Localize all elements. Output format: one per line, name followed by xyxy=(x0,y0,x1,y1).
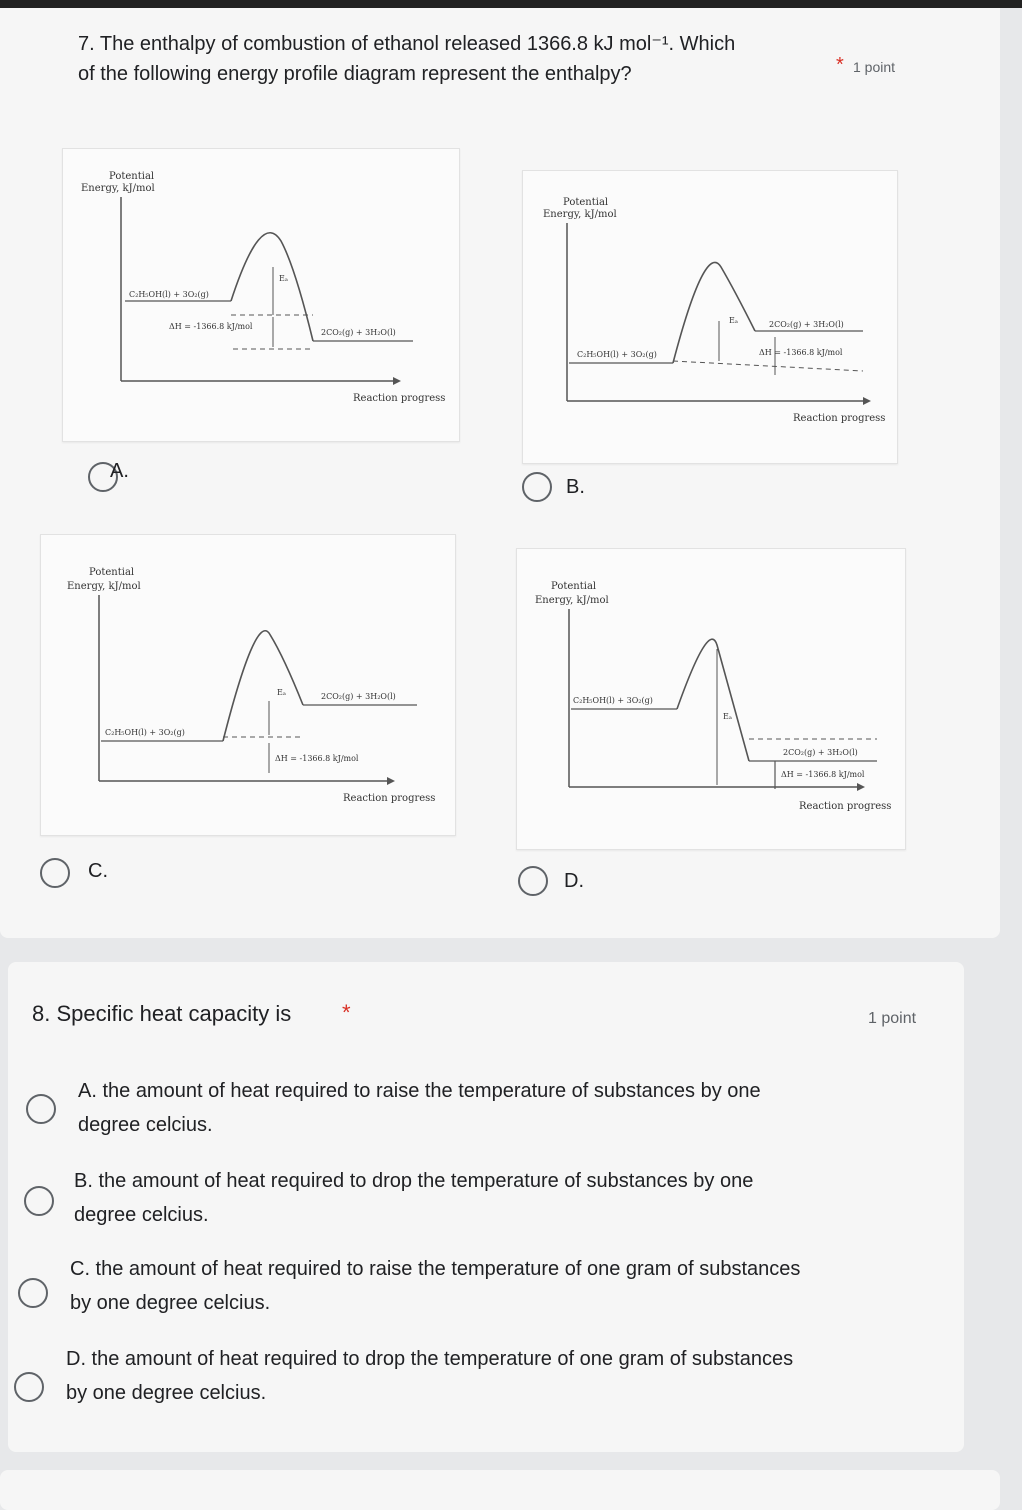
dh-label: ΔH = -1366.8 kJ/mol xyxy=(169,322,253,331)
diagram-b xyxy=(522,170,898,464)
q8-option-c-text xyxy=(70,1252,800,1320)
y-axis-label-2: Energy, kJ/mol xyxy=(81,183,155,194)
reactants-label: C₂H₅OH(l) + 3O₂(g) xyxy=(105,728,185,737)
question-7-line1: 7. The enthalpy of combustion of ethanol released 1366.8 kJ mol⁻¹. Which xyxy=(78,33,736,55)
question-7-card xyxy=(0,8,1000,938)
y-axis-label-2: Energy, kJ/mol xyxy=(535,595,609,606)
q8-option-d-text xyxy=(66,1342,793,1410)
q8-option-c-radio[interactable] xyxy=(18,1278,48,1308)
question-7-points: 1 point xyxy=(853,59,896,75)
x-axis-label: Reaction progress xyxy=(353,393,446,404)
x-axis-label: Reaction progress xyxy=(793,413,886,424)
ea-label: Eₐ xyxy=(277,688,286,697)
reactants-label: C₂H₅OH(l) + 3O₂(g) xyxy=(577,350,657,359)
next-question-card xyxy=(0,1470,1000,1510)
diagram-a xyxy=(62,148,460,442)
diagram-c xyxy=(40,534,456,836)
y-axis-label: Potential xyxy=(89,567,135,578)
q8-option-c-line1: C. the amount of heat required to raise the temperature of one gram of substances xyxy=(70,1258,801,1280)
y-axis-label-2: Energy, kJ/mol xyxy=(67,581,141,592)
x-axis-label: Reaction progress xyxy=(343,793,436,804)
q8-option-d-radio[interactable] xyxy=(14,1372,44,1402)
q8-option-a-line1: A. the amount of heat required to raise the temperature of substances by one xyxy=(78,1080,761,1102)
option-d-radio[interactable] xyxy=(518,866,548,896)
ea-label: Eₐ xyxy=(729,316,738,325)
ea-label: Eₐ xyxy=(723,712,732,721)
option-a-label: A. xyxy=(110,460,129,482)
option-b-label: B. xyxy=(566,476,585,498)
reactants-label: C₂H₅OH(l) + 3O₂(g) xyxy=(573,696,653,705)
products-label: 2CO₂(g) + 3H₂O(l) xyxy=(783,748,858,757)
question-8-card xyxy=(8,962,964,1452)
question-8-points: 1 point xyxy=(868,1010,917,1027)
q8-option-a-text xyxy=(78,1074,761,1142)
dh-label: ΔH = -1366.8 kJ/mol xyxy=(759,348,843,357)
products-label: 2CO₂(g) + 3H₂O(l) xyxy=(321,328,396,337)
option-c-radio[interactable] xyxy=(40,858,70,888)
question-7-line2: of the following energy profile diagram represent the enthalpy? xyxy=(78,63,632,85)
y-axis-label: Potential xyxy=(563,197,609,208)
q8-option-a-line2: degree celcius. xyxy=(78,1114,213,1136)
q8-option-b-line2: degree celcius. xyxy=(74,1204,209,1226)
y-axis-label: Potential xyxy=(109,171,155,182)
ea-label: Eₐ xyxy=(279,274,288,283)
y-axis-label: Potential xyxy=(551,581,597,592)
q8-option-c-line2: by one degree celcius. xyxy=(70,1292,271,1314)
question-7-title xyxy=(78,30,735,58)
reactants-label: C₂H₅OH(l) + 3O₂(g) xyxy=(129,290,209,299)
dh-label: ΔH = -1366.8 kJ/mol xyxy=(275,754,359,763)
diagram-d xyxy=(516,548,906,850)
option-b-radio[interactable] xyxy=(522,472,552,502)
y-axis-label-2: Energy, kJ/mol xyxy=(543,209,617,220)
question-8-title: 8. Specific heat capacity is xyxy=(32,1001,292,1026)
q8-option-a-radio[interactable] xyxy=(26,1094,56,1124)
top-bar xyxy=(0,0,1022,8)
q8-option-b-text xyxy=(74,1164,753,1232)
question-7-title-line2 xyxy=(78,60,632,88)
option-d-label: D. xyxy=(564,870,584,892)
required-asterisk: * xyxy=(342,1000,351,1025)
q8-option-b-line1: B. the amount of heat required to drop the temperature of substances by one xyxy=(74,1170,754,1192)
q8-option-d-line2: by one degree celcius. xyxy=(66,1382,267,1404)
required-asterisk: * xyxy=(836,54,844,76)
products-label: 2CO₂(g) + 3H₂O(l) xyxy=(769,320,844,329)
q8-option-d-line1: D. the amount of heat required to drop the temperature of one gram of substances xyxy=(66,1348,794,1370)
x-axis-label: Reaction progress xyxy=(799,801,892,812)
dh-label: ΔH = -1366.8 kJ/mol xyxy=(781,770,865,779)
q8-option-b-radio[interactable] xyxy=(24,1186,54,1216)
option-c-label: C. xyxy=(88,860,108,882)
products-label: 2CO₂(g) + 3H₂O(l) xyxy=(321,692,396,701)
